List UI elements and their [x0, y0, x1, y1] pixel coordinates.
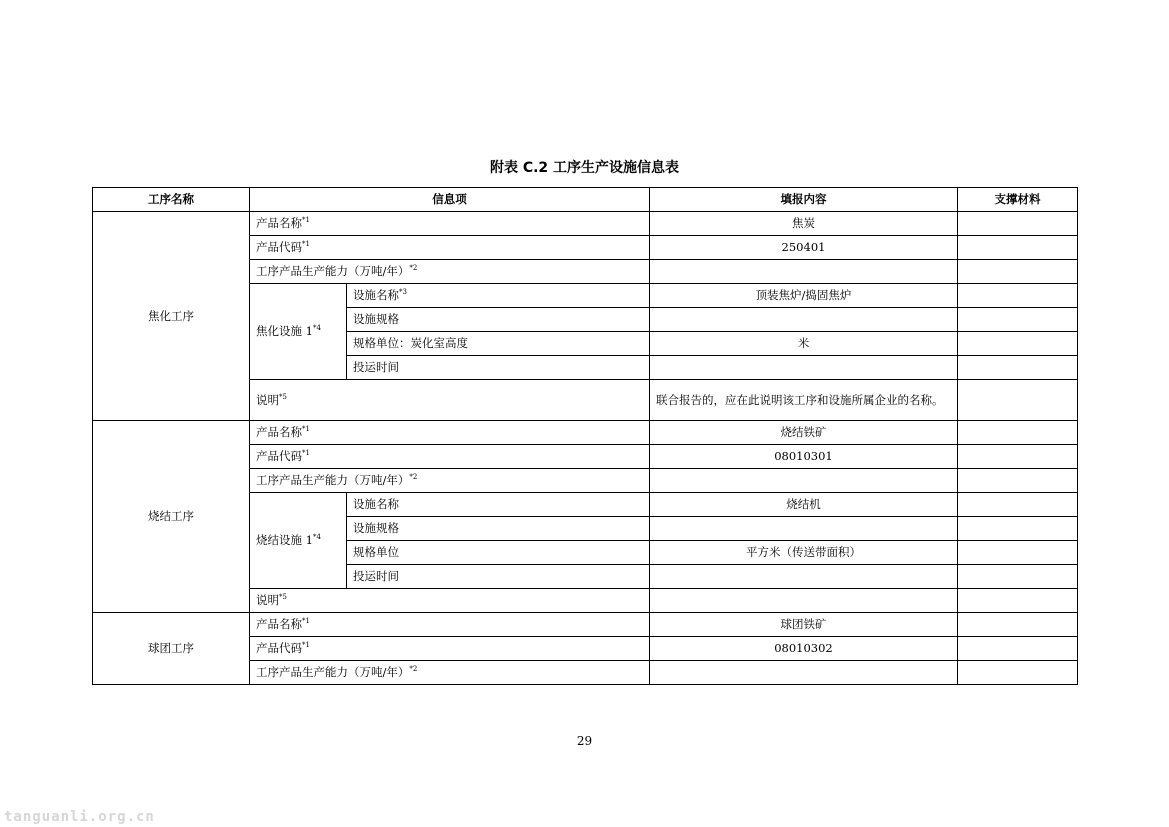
info-item: 工序产品生产能力（万吨/年）$^{*2}$ [250, 661, 650, 685]
fill-cell: 08010301 [650, 445, 958, 469]
header-row [93, 188, 1078, 212]
fill-cell: 焦炭 [650, 212, 958, 236]
fill-cell: 烧结铁矿 [650, 421, 958, 445]
info-item: 规格单位：炭化室高度 [347, 332, 650, 356]
fill-cell [650, 589, 958, 613]
fill-cell [650, 260, 958, 284]
support-cell [958, 236, 1078, 260]
info-item: 设施规格 [347, 517, 650, 541]
info-item: 设施规格 [347, 308, 650, 332]
process-name-coking: 焦化工序 [93, 212, 250, 421]
header-process-name: 工序名称 [93, 188, 250, 212]
info-item: 产品代码$^{*1}$ [250, 236, 650, 260]
support-cell [958, 308, 1078, 332]
process-name-sintering: 烧结工序 [93, 421, 250, 613]
support-cell [958, 493, 1078, 517]
page-number: 29 [576, 734, 593, 748]
info-item: 产品名称$^{*1}$ [250, 613, 650, 637]
support-cell [958, 637, 1078, 661]
info-item: 设施名称 [347, 493, 650, 517]
table-row [93, 421, 1078, 445]
support-cell [958, 284, 1078, 308]
table-row [93, 613, 1078, 637]
header-fill-content: 填报内容 [650, 188, 958, 212]
support-cell [958, 421, 1078, 445]
fill-cell: 米 [650, 332, 958, 356]
info-item: 产品名称$^{*1}$ [250, 212, 650, 236]
fill-cell: 顶装焦炉/捣固焦炉 [650, 284, 958, 308]
info-item: 设施名称$^{*3}$ [347, 284, 650, 308]
support-cell [958, 356, 1078, 380]
info-item: 投运时间 [347, 565, 650, 589]
support-cell [958, 661, 1078, 685]
fill-cell [650, 517, 958, 541]
fill-cell: 250401 [650, 236, 958, 260]
facility-group-coking: 焦化设施 1$^{*4}$ [250, 284, 347, 380]
support-cell [958, 589, 1078, 613]
support-cell [958, 613, 1078, 637]
support-cell [958, 541, 1078, 565]
support-cell [958, 332, 1078, 356]
support-cell [958, 517, 1078, 541]
info-item: 工序产品生产能力（万吨/年）$^{*2}$ [250, 260, 650, 284]
fill-cell [650, 661, 958, 685]
fill-cell-note: 联合报告的，应在此说明该工序和设施所属企业的名称。 [650, 380, 958, 421]
fill-cell: 平方米（传送带面积） [650, 541, 958, 565]
info-item: 产品名称$^{*1}$ [250, 421, 650, 445]
facility-group-sintering: 烧结设施 1$^{*4}$ [250, 493, 347, 589]
info-item: 产品代码$^{*1}$ [250, 445, 650, 469]
fill-cell [650, 308, 958, 332]
fill-cell [650, 356, 958, 380]
info-item: 规格单位 [347, 541, 650, 565]
fill-cell: 08010302 [650, 637, 958, 661]
support-cell [958, 565, 1078, 589]
support-cell [958, 469, 1078, 493]
info-item: 说明$^{*5}$ [250, 589, 650, 613]
fill-cell: 烧结机 [650, 493, 958, 517]
info-item: 投运时间 [347, 356, 650, 380]
fill-cell: 球团铁矿 [650, 613, 958, 637]
support-cell [958, 260, 1078, 284]
info-item: 说明$^{*5}$ [250, 380, 650, 421]
watermark: tanguanli.org.cn [4, 809, 155, 825]
fill-cell [650, 469, 958, 493]
process-name-pellet: 球团工序 [93, 613, 250, 685]
header-info-item: 信息项 [250, 188, 650, 212]
table-title: 附表 C.2 工序生产设施信息表 [489, 160, 680, 176]
header-supporting-material: 支撑材料 [958, 188, 1078, 212]
fill-cell [650, 565, 958, 589]
support-cell [958, 212, 1078, 236]
info-item: 产品代码$^{*1}$ [250, 637, 650, 661]
table-row [93, 212, 1078, 236]
support-cell [958, 380, 1078, 421]
support-cell [958, 445, 1078, 469]
info-item: 工序产品生产能力（万吨/年）$^{*2}$ [250, 469, 650, 493]
facility-info-table [92, 187, 1078, 685]
